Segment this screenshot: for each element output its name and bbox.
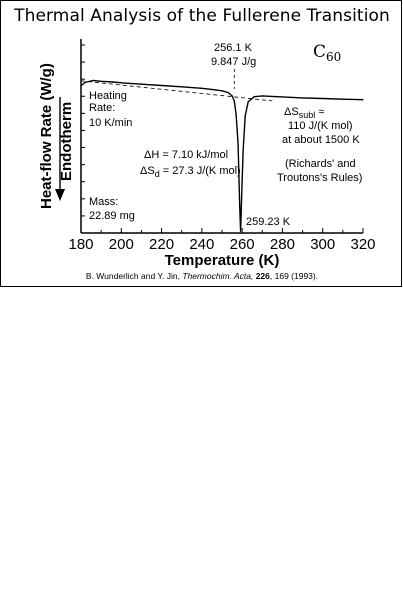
- annotation-delta-h: ΔH = 7.10 kJ/mol: [144, 149, 229, 161]
- curve-point: [80, 85, 81, 86]
- curve-point: [221, 90, 222, 91]
- sample-label-main: C: [313, 42, 327, 62]
- curve-point: [282, 96, 283, 97]
- x-tick-label: 180: [68, 236, 94, 253]
- curve-point: [213, 89, 214, 90]
- x-tick-label: 300: [310, 236, 336, 253]
- slide-title: Thermal Analysis of the Fullerene Transition: [14, 6, 390, 26]
- annotation-rules-line1: (Richards' and: [285, 158, 356, 170]
- curve-point: [181, 86, 182, 87]
- subl-prefix: ΔS: [284, 106, 299, 118]
- annotation-heating-rate: 10 K/min: [89, 117, 133, 129]
- annotation-subl-value: 110 J/(K mol): [288, 120, 353, 132]
- annotation-heating: Heating: [89, 90, 127, 102]
- annotation-peak-temp: 259.23 K: [246, 216, 291, 228]
- annotation-delta-s: [140, 165, 241, 179]
- curve-point: [245, 115, 246, 116]
- dsc-chart: [1, 1, 403, 288]
- curve-point: [236, 114, 237, 115]
- curve-point: [92, 80, 93, 81]
- delta-s-sub: d: [154, 169, 160, 179]
- curve-point: [240, 231, 241, 232]
- delta-s-prefix: ΔS: [140, 165, 155, 177]
- citation-volume: 226: [255, 271, 270, 281]
- sample-label: [313, 42, 341, 64]
- citation-authors: B. Wunderlich and Y. Jin,: [85, 271, 183, 281]
- subl-suffix: ≈: [315, 106, 325, 118]
- curve-point: [254, 96, 255, 97]
- delta-s-value: = 27.3 J/(K mol): [159, 165, 241, 177]
- annotation-mass-label: Mass:: [89, 196, 119, 208]
- x-axis-tick-labels: [68, 236, 375, 253]
- annotation-enthalpy-per-gram: 9.847 J/g: [211, 56, 257, 68]
- y-axis-direction-label: Endotherm: [58, 101, 75, 181]
- endotherm-arrow-head-icon: [55, 189, 65, 201]
- citation-journal: Thermochim. Acta,: [182, 271, 254, 281]
- curve-point: [362, 99, 363, 100]
- x-tick-label: 240: [189, 236, 215, 253]
- citation-rest: , 169 (1993).: [269, 271, 319, 281]
- curve-point: [322, 98, 323, 99]
- curve-point: [227, 92, 228, 93]
- x-axis-label: Temperature (K): [164, 252, 280, 269]
- curve-point: [238, 144, 239, 145]
- curve-point: [262, 95, 263, 96]
- y-axis-label: Heat-flow Rate (W/g): [38, 63, 55, 209]
- curve-point: [239, 206, 240, 207]
- annotation-mass-value: 22.89 mg: [89, 210, 135, 222]
- x-tick-label: 260: [229, 236, 255, 253]
- citation: [1, 271, 403, 281]
- annotation-heating-rate-label: Rate:: [89, 102, 116, 114]
- x-tick-label: 320: [350, 236, 376, 253]
- annotation-onset-temp: 256.1 K: [214, 42, 252, 54]
- annotation-rules-line2: Troutons's Rules): [277, 172, 363, 184]
- curve-point: [342, 99, 343, 100]
- x-tick-label: 220: [149, 236, 175, 253]
- curve-point: [141, 84, 142, 85]
- curve-point: [201, 88, 202, 89]
- curve-point: [113, 81, 114, 82]
- slide-panel: [0, 0, 402, 287]
- curve-point: [248, 101, 249, 102]
- curve-point: [302, 97, 303, 98]
- curve-point: [234, 100, 235, 101]
- curve-point: [243, 150, 244, 151]
- curve-point: [84, 82, 85, 83]
- annotation-subl-temp: at about 1500 K: [282, 134, 360, 146]
- curve-point: [101, 81, 102, 82]
- sample-label-sub: 60: [326, 50, 342, 64]
- x-tick-label: 280: [269, 236, 295, 253]
- curve-point: [241, 201, 242, 202]
- subl-sub: subl: [298, 110, 316, 120]
- curve-point: [231, 95, 232, 96]
- x-tick-label: 200: [108, 236, 134, 253]
- annotation-subl: [284, 106, 324, 120]
- curve-point: [161, 85, 162, 86]
- curve-point: [121, 82, 122, 83]
